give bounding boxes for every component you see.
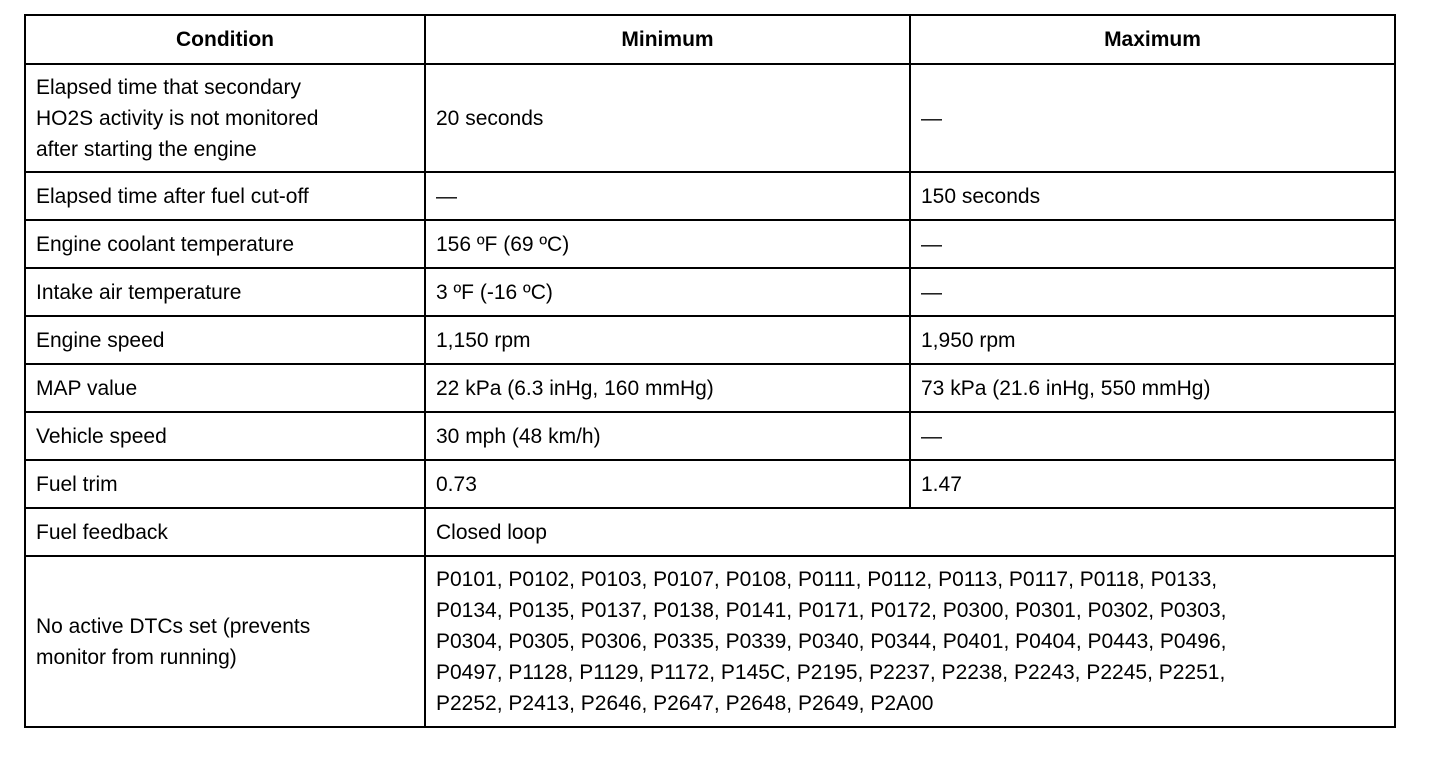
dtc-list: P0101, P0102, P0103, P0107, P0108, P0111, P0112, P0113, P0117, P0118, P0133, P0134, P0135, P0137, P0138, P0141, P0171, P0172, P0300, P0301, P0302, P0303, P0304, P0305, P0306, P0335, P0339, P0340, P0344, P0401, P0404, P0443, P0496, P0497, P1128, P1129, P1172, P145C, P2195, P2237, P2238, P2243, P2245, P2251, P2252, P2413, P2646, P2647, P2648, P2649, P2A00: [425, 556, 1395, 727]
condition-cell: Vehicle speed: [25, 412, 425, 460]
table-row: [25, 316, 1395, 364]
maximum-cell: 73 kPa (21.6 inHg, 550 mmHg): [910, 364, 1395, 412]
maximum-cell: —: [910, 220, 1395, 268]
maximum-cell: —: [910, 412, 1395, 460]
fuel-feedback-value: Closed loop: [425, 508, 1395, 556]
minimum-cell: —: [425, 172, 910, 220]
dtc-row: [25, 556, 1395, 727]
minimum-cell: 156 ºF (69 ºC): [425, 220, 910, 268]
maximum-cell: 150 seconds: [910, 172, 1395, 220]
maximum-cell: —: [910, 268, 1395, 316]
minimum-cell: 3 ºF (-16 ºC): [425, 268, 910, 316]
condition-cell: MAP value: [25, 364, 425, 412]
header-maximum: Maximum: [910, 15, 1395, 64]
conditions-table: [24, 14, 1396, 728]
condition-cell: Engine coolant temperature: [25, 220, 425, 268]
maximum-cell: —: [910, 64, 1395, 172]
table-row: [25, 172, 1395, 220]
minimum-cell: 1,150 rpm: [425, 316, 910, 364]
condition-cell: Elapsed time after fuel cut-off: [25, 172, 425, 220]
table-row: [25, 460, 1395, 508]
table-row: [25, 412, 1395, 460]
table-row: [25, 268, 1395, 316]
header-minimum: Minimum: [425, 15, 910, 64]
condition-cell: Elapsed time that secondary HO2S activity is not monitored after starting the engine: [25, 64, 425, 172]
table-row: [25, 64, 1395, 172]
condition-cell: Intake air temperature: [25, 268, 425, 316]
fuel-feedback-row: [25, 508, 1395, 556]
minimum-cell: 0.73: [425, 460, 910, 508]
condition-cell: Fuel trim: [25, 460, 425, 508]
condition-cell: No active DTCs set (prevents monitor from running): [25, 556, 425, 727]
maximum-cell: 1,950 rpm: [910, 316, 1395, 364]
header-condition: Condition: [25, 15, 425, 64]
table-row: [25, 364, 1395, 412]
condition-cell: Fuel feedback: [25, 508, 425, 556]
maximum-cell: 1.47: [910, 460, 1395, 508]
condition-cell: Engine speed: [25, 316, 425, 364]
table-header-row: [25, 15, 1395, 64]
table-row: [25, 220, 1395, 268]
minimum-cell: 30 mph (48 km/h): [425, 412, 910, 460]
minimum-cell: 20 seconds: [425, 64, 910, 172]
minimum-cell: 22 kPa (6.3 inHg, 160 mmHg): [425, 364, 910, 412]
